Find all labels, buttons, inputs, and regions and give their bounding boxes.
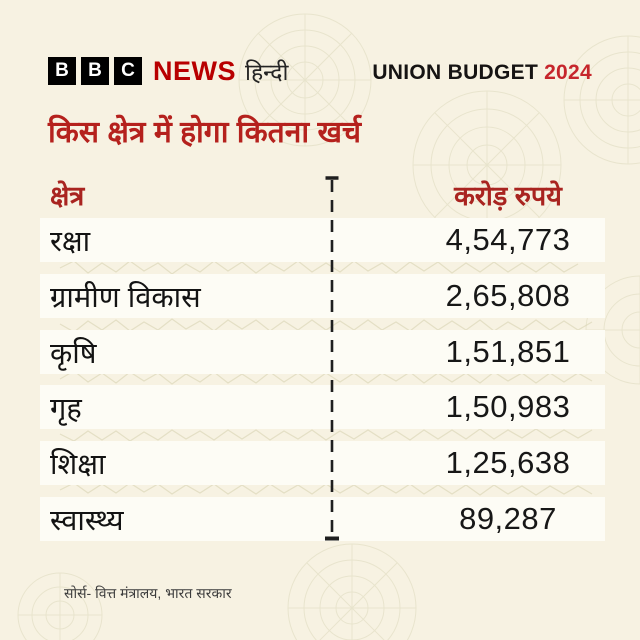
sector-label: स्वास्थ्य	[50, 504, 124, 537]
source-attribution: सोर्स- वित्त मंत्रालय, भारत सरकार	[64, 585, 232, 601]
sector-label: कृषि	[50, 337, 97, 370]
page-title: किस क्षेत्र में होगा कितना खर्च	[48, 116, 362, 149]
union-budget-label	[372, 61, 592, 85]
bbc-logo-letter-b2: B	[81, 57, 109, 85]
amount-value: 4,54,773	[445, 222, 571, 257]
dashed-divider-line	[321, 176, 343, 542]
amount-value: 1,25,638	[445, 445, 571, 480]
bbc-logo	[48, 56, 288, 86]
bbc-logo-letter-c: C	[114, 57, 142, 85]
amount-value: 89,287	[459, 501, 557, 536]
union-budget-text: UNION BUDGET	[372, 61, 539, 84]
bbc-news-wordmark: NEWS	[153, 55, 236, 86]
sector-label: ग्रामीण विकास	[50, 281, 201, 314]
bbc-logo-letter-b1: B	[48, 57, 76, 85]
column-header-amount: करोड़ रुपये	[454, 181, 562, 211]
amount-value: 1,51,851	[445, 334, 571, 369]
amount-value: 2,65,808	[445, 278, 571, 313]
sector-label: शिक्षा	[50, 448, 106, 481]
amount-value: 1,50,983	[445, 389, 571, 424]
sector-label: गृह	[50, 392, 82, 425]
column-header-sector: क्षेत्र	[50, 181, 85, 211]
budget-year: 2024	[544, 61, 592, 84]
bbc-hindi-label: हिन्दी	[245, 59, 289, 85]
sector-label: रक्षा	[50, 225, 91, 258]
